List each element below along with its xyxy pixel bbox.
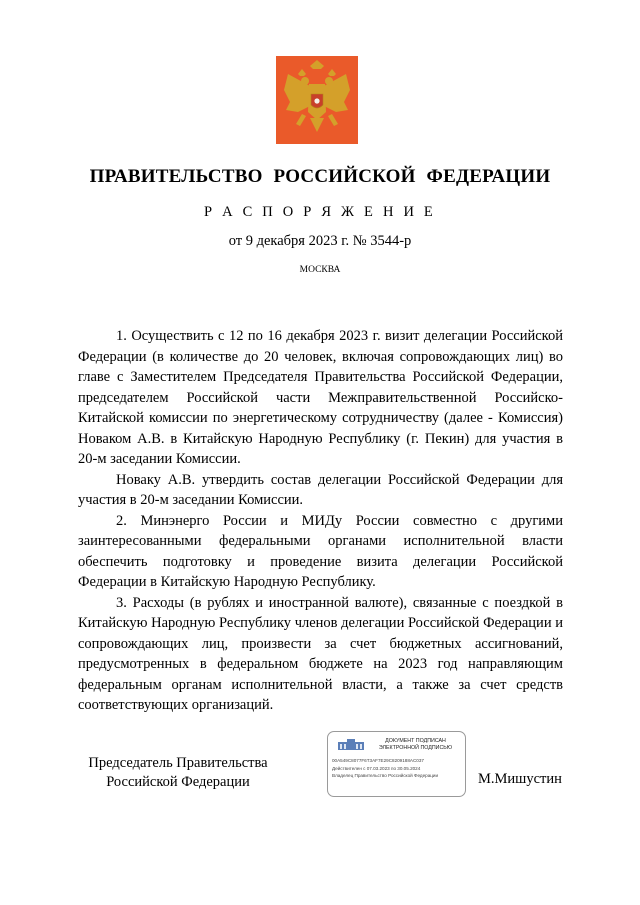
electronic-signature-stamp	[327, 731, 466, 797]
stamp-owner: Владелец Правительство Российской Федерации	[332, 773, 439, 778]
stamp-title	[368, 738, 463, 752]
document-date-number: от 9 декабря 2023 г. № 3544-р	[228, 233, 412, 249]
document-city: МОСКВА	[299, 265, 341, 275]
stamp-title-line2: ЭЛЕКТРОННОЙ ПОДПИСЬЮ	[378, 745, 453, 751]
stamp-certificate: 00A549C8077F6T3AF7E29C8209188AC037	[332, 758, 424, 763]
paragraph-2: 2. Минэнерго России и МИДу России совместно с другими заинтересованными федеральными органами исполнительной власти обеспечить подготовку и проведение визита делегации Российской Федерации в Китайскую Народную Республику.	[78, 512, 563, 590]
government-title: ПРАВИТЕЛЬСТВО РОССИЙСКОЙ ФЕДЕРАЦИИ	[89, 166, 551, 187]
document-type: Р А С П О Р Я Ж Е Н И Е	[203, 204, 436, 220]
paragraph-1b: Новаку А.В. утвердить состав делегации Российской Федерации для участия в 20-м заседании Комиссии.	[78, 471, 563, 508]
signatory-position-line2: Российской Федерации	[106, 774, 250, 790]
building-icon	[336, 738, 366, 752]
paragraph-3: 3. Расходы (в рублях и иностранной валюте), связанные с поездкой в Китайскую Народную Республику членов делегации Российской Федерации и сопровождающих лиц, произвести за счет бюджетных ассигнований, предусмотренных в федеральном бюджете на 2023 год направляющим федеральным органам исполнительной власти, а также за счет средств соответствующих организаций.	[78, 594, 563, 713]
paragraph-1: 1. Осуществить с 12 по 16 декабря 2023 г. визит делегации Российской Федерации (в количестве до 20 человек, включая сопровождающих лиц) во главе с Заместителем Председателя Правительства Российской Федерации, председателем Российской части Межправительственной Российско-Китайской комиссии по энергетическому сотрудничеству (далее - Комиссия) Новаком А.В. в Китайскую Народную Республику (г. Пекин) для участия в 20-м заседании Комиссии.	[78, 328, 563, 467]
signatory-name: М.Мишустин	[478, 771, 562, 787]
signatory-position-line1: Председатель Правительства	[88, 755, 268, 771]
signatory-position	[78, 754, 278, 792]
stamp-validity: Действителен с 07.03.2023 по 30.05.2024	[332, 766, 421, 771]
coat-of-arms-emblem	[276, 56, 358, 144]
document-body	[78, 326, 563, 716]
double-headed-eagle-icon	[276, 56, 358, 144]
stamp-title-line1: ДОКУМЕНТ ПОДПИСАН	[385, 738, 446, 744]
